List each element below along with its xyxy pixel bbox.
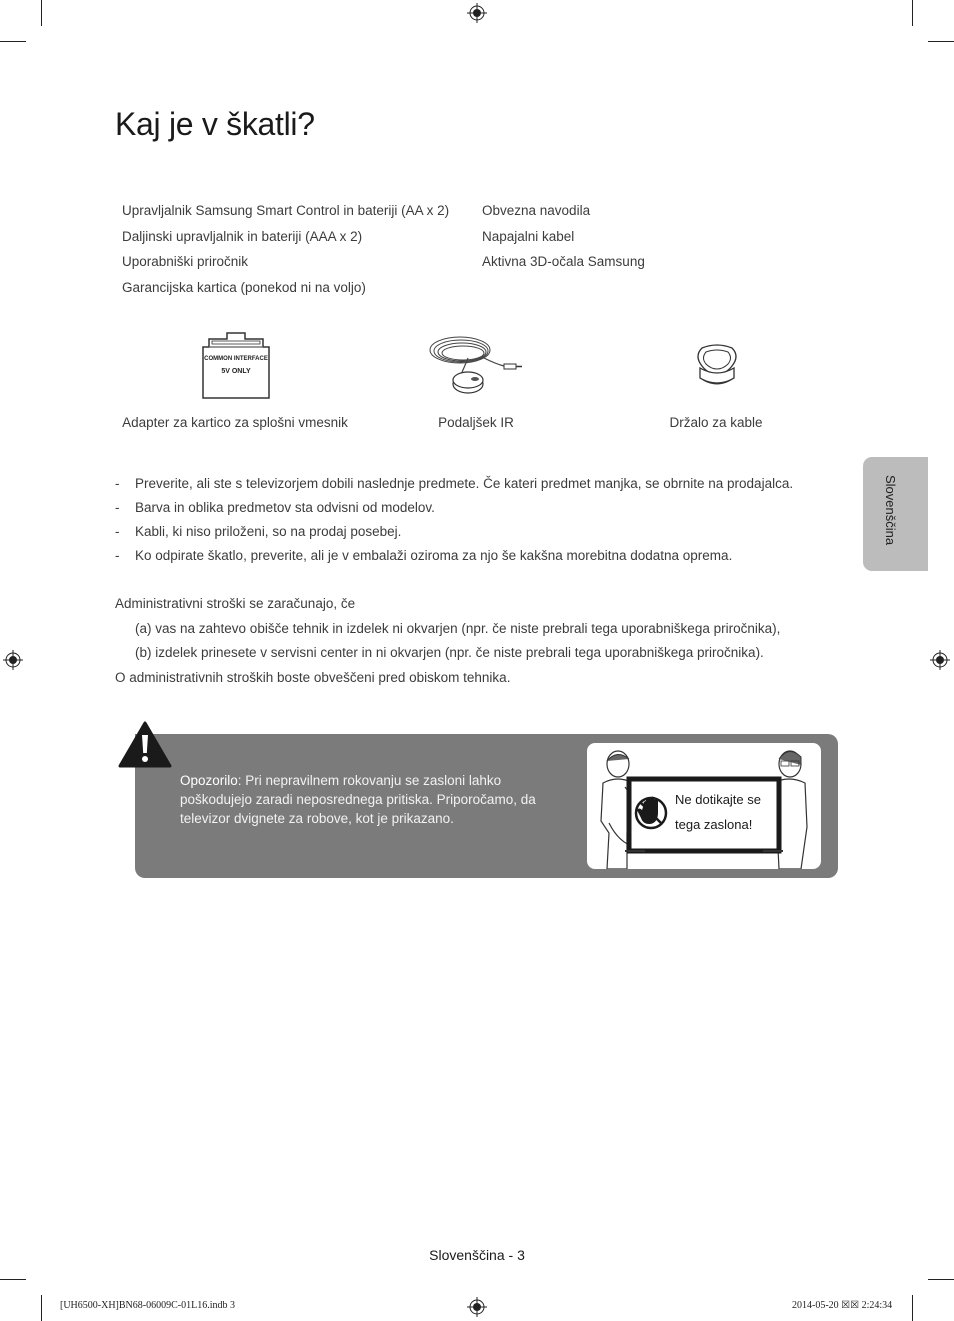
contents-item: Aktivna 3D-očala Samsung bbox=[482, 254, 645, 269]
contents-item: Uporabniški priročnik bbox=[122, 254, 249, 269]
contents-item: Daljinski upravljalnik in bateriji (AAA x 2) bbox=[122, 228, 363, 244]
crop-mark bbox=[912, 0, 913, 26]
contents-item: Napajalni kabel bbox=[482, 228, 575, 244]
ci-print-line2: 5V ONLY bbox=[221, 368, 251, 375]
no-touch-sign-line1: Ne dotikajte se bbox=[675, 792, 761, 807]
registration-mark-icon bbox=[3, 650, 23, 670]
page-title: Kaj je v škatli? bbox=[115, 106, 315, 142]
note-dash: - bbox=[115, 548, 120, 563]
notes-list bbox=[115, 474, 793, 570]
note-dash: - bbox=[115, 524, 120, 539]
note-text: Barva in oblika predmetov sta odvisni od modelov. bbox=[135, 500, 435, 515]
crop-mark bbox=[0, 41, 26, 42]
registration-mark-icon bbox=[467, 3, 487, 23]
tv-handling-figure bbox=[587, 743, 821, 869]
language-side-tab bbox=[863, 457, 928, 571]
print-slug-left: [UH6500-XH]BN68-06009C-01L16.indb 3 bbox=[60, 1300, 235, 1311]
contents-item: Garancijska kartica (ponekod ni na voljo) bbox=[122, 279, 366, 295]
note-text: Kabli, ki niso priloženi, so na prodaj posebej. bbox=[135, 524, 402, 539]
admin-item-b: (b) izdelek prinesete v servisni center in ni okvarjen (npr. če niste prebrali tega uporabniškega priročnika). bbox=[135, 645, 764, 660]
page-number: Slovenščina - 3 bbox=[429, 1247, 525, 1263]
accessory-label-ir-extender: Podaljšek IR bbox=[438, 415, 514, 430]
admin-charges-section bbox=[115, 595, 780, 693]
admin-item-a: (a) vas na zahtevo obišče tehnik in izdelek ni okvarjen (npr. če niste prebrali tega uporabniškega priročnika), bbox=[135, 620, 781, 636]
note-text: Preverite, ali ste s televizorjem dobili naslednje predmete. Če kateri predmet manjka, se obrnite na prodajalca. bbox=[135, 476, 794, 491]
crop-mark bbox=[41, 0, 42, 26]
accessory-label-cable-holder: Držalo za kable bbox=[669, 415, 763, 430]
contents-item: Obvezna navodila bbox=[482, 203, 591, 218]
warning-label: Opozorilo bbox=[180, 773, 238, 788]
registration-mark-icon bbox=[930, 650, 950, 670]
crop-mark bbox=[928, 41, 954, 42]
ci-card-adapter-icon bbox=[198, 330, 274, 402]
accessory-label-ci-adapter: Adapter za kartico za splošni vmesnik bbox=[122, 415, 348, 430]
contents-list-right bbox=[482, 202, 645, 279]
note-dash: - bbox=[115, 500, 120, 515]
list-item bbox=[115, 546, 793, 570]
tv-handling-illustration bbox=[587, 743, 821, 869]
warning-text bbox=[180, 771, 575, 828]
language-side-tab-label: Slovenščina bbox=[883, 475, 898, 546]
registration-mark-icon bbox=[467, 1297, 487, 1317]
warning-body: : Pri nepravilnem rokovanju se zasloni lahko poškodujejo zaradi neposrednega pritiska. Priporočamo, da televizor dvignete za robove, kot je prikazano. bbox=[180, 773, 536, 826]
admin-outro: O administrativnih stroških boste obveščeni pred obiskom tehnika. bbox=[115, 669, 511, 685]
no-touch-sign-line2: tega zaslona! bbox=[675, 817, 753, 832]
note-text: Ko odpirate škatlo, preverite, ali je v embalaži oziroma za njo še kakšna morebitna dodatna oprema. bbox=[135, 548, 733, 563]
contents-item: Upravljalnik Samsung Smart Control in bateriji (AA x 2) bbox=[122, 203, 450, 218]
note-dash: - bbox=[115, 476, 120, 491]
ci-print-line1: COMMON INTERFACE bbox=[204, 356, 268, 362]
list-item bbox=[115, 522, 793, 546]
contents-list-left bbox=[122, 202, 449, 304]
ir-extender-cable-icon bbox=[428, 330, 524, 400]
crop-mark bbox=[41, 1295, 42, 1321]
cable-holder-icon bbox=[694, 344, 740, 388]
crop-mark bbox=[912, 1295, 913, 1321]
print-slug-right: 2014-05-20 ☒☒ 2:24:34 bbox=[792, 1300, 893, 1311]
crop-mark bbox=[0, 1279, 26, 1280]
list-item bbox=[115, 498, 793, 522]
list-item bbox=[115, 474, 793, 498]
admin-intro: Administrativni stroški se zaračunajo, če bbox=[115, 596, 356, 611]
crop-mark bbox=[928, 1279, 954, 1280]
warning-triangle-icon bbox=[117, 720, 173, 770]
